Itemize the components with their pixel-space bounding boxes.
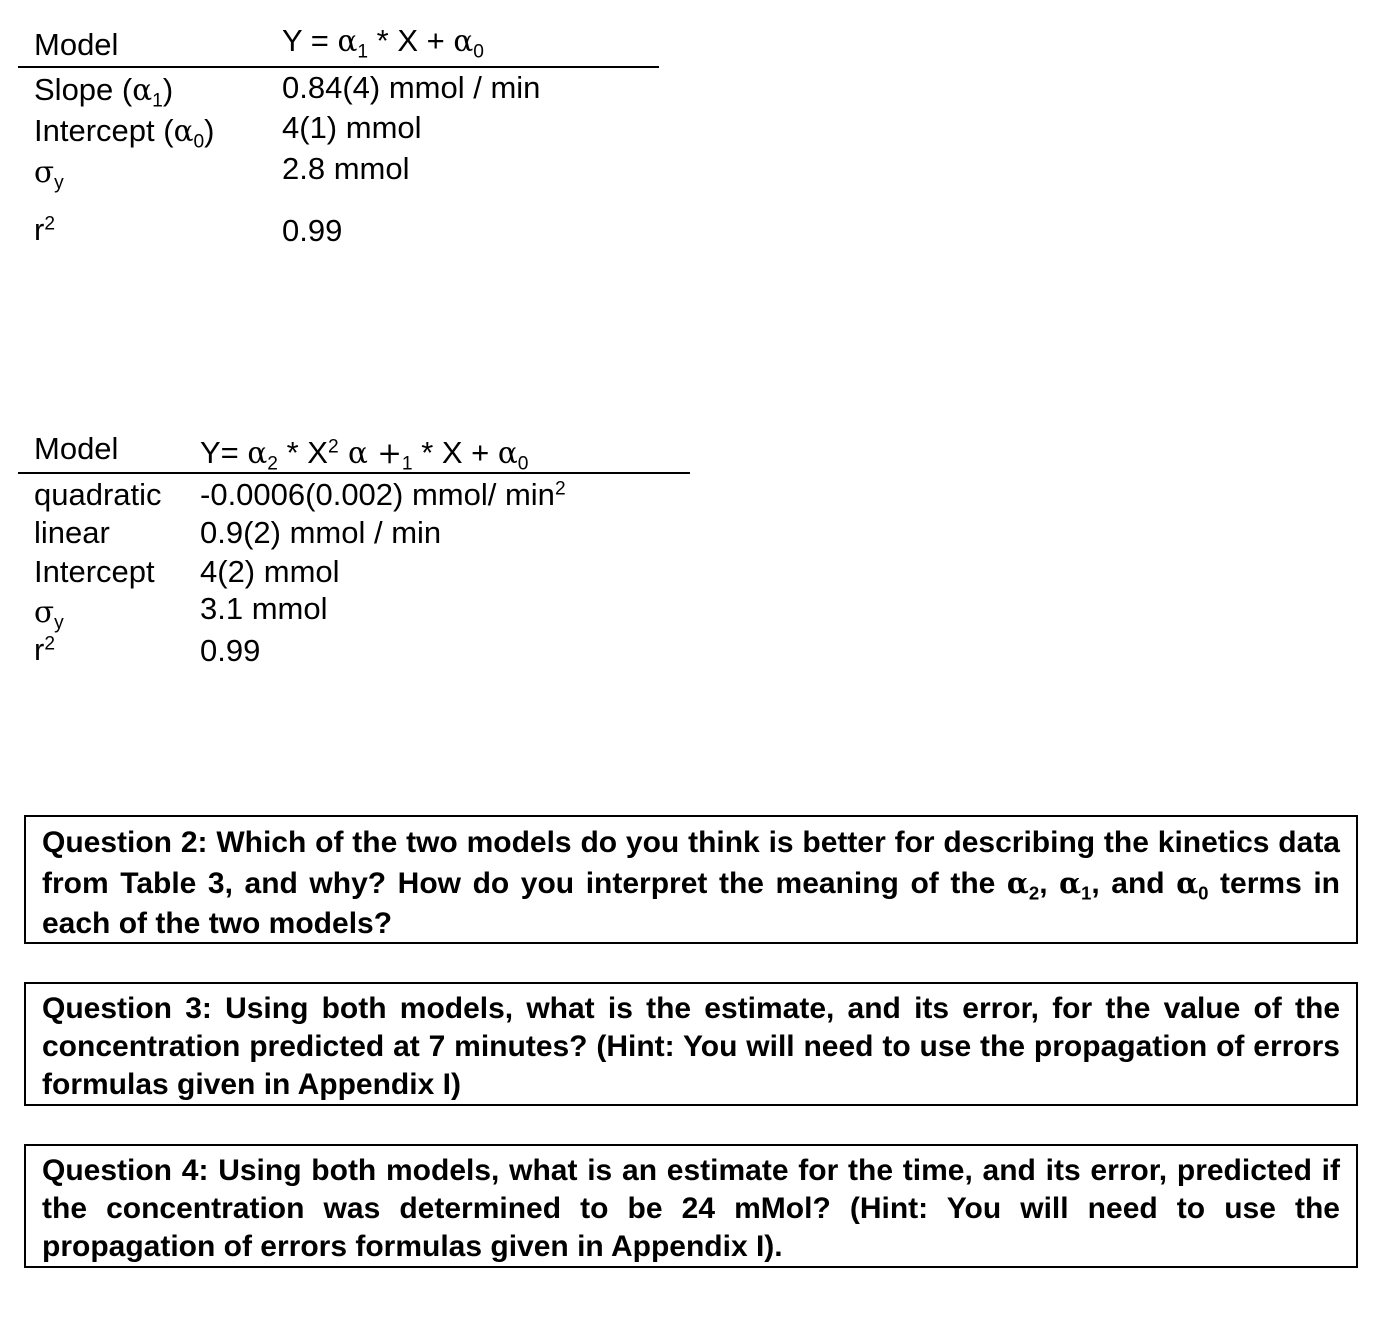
t2-eq-alpha1-sub: 1: [401, 453, 413, 475]
t2-eq-lhs: Y=: [200, 435, 248, 470]
t2-eq-mid2: α +: [338, 436, 402, 470]
q2-part4: terms in each of the two models?: [42, 867, 1340, 940]
t1-eq-lhs: Y =: [282, 23, 338, 58]
t2-quadratic-value-sup: 2: [554, 478, 566, 500]
t2-eq-mid3: * X +: [412, 435, 498, 470]
t1-sigma-sub: y: [54, 172, 64, 194]
question-2-text: [42, 823, 1340, 944]
t1-sigma-sym: σ: [34, 155, 55, 189]
q2-part3: , and: [1091, 867, 1177, 900]
t2-eq-alpha0-sub: 0: [517, 453, 529, 475]
q2-alpha0: α: [1176, 866, 1199, 900]
t2-eq-x-sup: 2: [327, 436, 339, 458]
t1-r2-sup: 2: [44, 213, 56, 235]
t2-intercept-value: 4(2) mmol: [200, 554, 340, 589]
q2-alpha2: α: [1006, 866, 1029, 900]
t2-sigma-sym: σ: [34, 595, 55, 629]
t1-r2-value: 0.99: [282, 213, 343, 248]
t1-eq-alpha0: α: [453, 24, 474, 58]
question-4-box: [24, 1144, 1358, 1268]
t1-slope-value: 0.84(4) mmol / min: [282, 70, 541, 105]
t2-linear-value: 0.9(2) mmol / min: [200, 515, 442, 550]
t2-sigma-sub: y: [54, 612, 64, 634]
t2-eq-alpha2: α: [247, 436, 268, 470]
t1-sigma-value: 2.8 mmol: [282, 151, 410, 186]
t1-intercept-label-post: ): [204, 113, 215, 148]
t1-eq-alpha1-sub: 1: [357, 41, 369, 63]
t1-sigma-label: [34, 154, 64, 194]
t1-intercept-sub: 0: [193, 131, 205, 153]
t2-sigma-label: [34, 594, 64, 634]
t2-model-equation: [200, 435, 529, 475]
t2-intercept-label: Intercept: [34, 554, 155, 589]
t1-eq-alpha0-sub: 0: [473, 41, 484, 63]
q2-part1: Question 2: Which of the two models do you think is better for describing the kinetics data from Table 3, and why? How do you interpret the meaning of the: [42, 826, 1340, 900]
t2-quadratic-value: [200, 477, 566, 513]
t1-slope-label: [34, 72, 174, 112]
t1-model-equation: [282, 23, 484, 63]
t2-r2-base: r: [34, 632, 45, 667]
t1-intercept-value: 4(1) mmol: [282, 110, 422, 145]
t2-eq-alpha0: α: [497, 436, 518, 470]
t2-model-label: Model: [34, 431, 119, 466]
q2-part2: ,: [1039, 867, 1060, 900]
question-3-box: [24, 982, 1358, 1106]
t2-sigma-value: 3.1 mmol: [200, 591, 328, 626]
q2-alpha0-sub: 0: [1198, 882, 1209, 904]
t1-intercept-label: [34, 113, 215, 153]
t1-slope-sub: 1: [152, 90, 163, 112]
t1-slope-sym: α: [132, 73, 153, 107]
t2-r2-label: [34, 632, 55, 668]
t1-r2-base: r: [34, 212, 45, 247]
question-3-text: Question 3: Using both models, what is the estimate, and its error, for the value of the concentration predicted at 7 minutes? (Hint: You will need to use the propagation of errors formulas given in Appendix I): [42, 992, 1340, 1101]
t1-r2-label: [34, 212, 55, 248]
t2-header-rule: [18, 472, 690, 474]
t2-eq-mid1: * X: [277, 435, 328, 470]
t1-header-rule: [18, 66, 659, 68]
q2-alpha1: α: [1059, 866, 1082, 900]
t1-model-label: Model: [34, 27, 119, 62]
t1-slope-label-pre: Slope (: [34, 72, 133, 107]
q2-alpha1-sub: 1: [1081, 882, 1092, 904]
t2-quadratic-value-text: -0.0006(0.002) mmol/ min: [200, 477, 555, 512]
t2-eq-alpha2-sub: 2: [267, 453, 278, 475]
t2-linear-label: linear: [34, 515, 110, 550]
question-4-text: Question 4: Using both models, what is an estimate for the time, and its error, predicted if the concentration was determined to be 24 mMol? (Hint: You will need to use the propagation of errors formulas given in Appendix I).: [42, 1154, 1340, 1263]
t1-eq-alpha1: α: [337, 24, 358, 58]
t2-quadratic-label: quadratic: [34, 477, 162, 512]
t2-r2-value: 0.99: [200, 633, 261, 668]
q2-alpha2-sub: 2: [1028, 882, 1040, 904]
t2-r2-sup: 2: [44, 633, 56, 655]
t1-intercept-label-pre: Intercept (: [34, 113, 174, 148]
t1-eq-mid: * X +: [368, 23, 454, 58]
t1-intercept-sym: α: [173, 114, 194, 148]
question-2-box: [24, 815, 1358, 944]
t1-slope-label-post: ): [162, 72, 174, 107]
